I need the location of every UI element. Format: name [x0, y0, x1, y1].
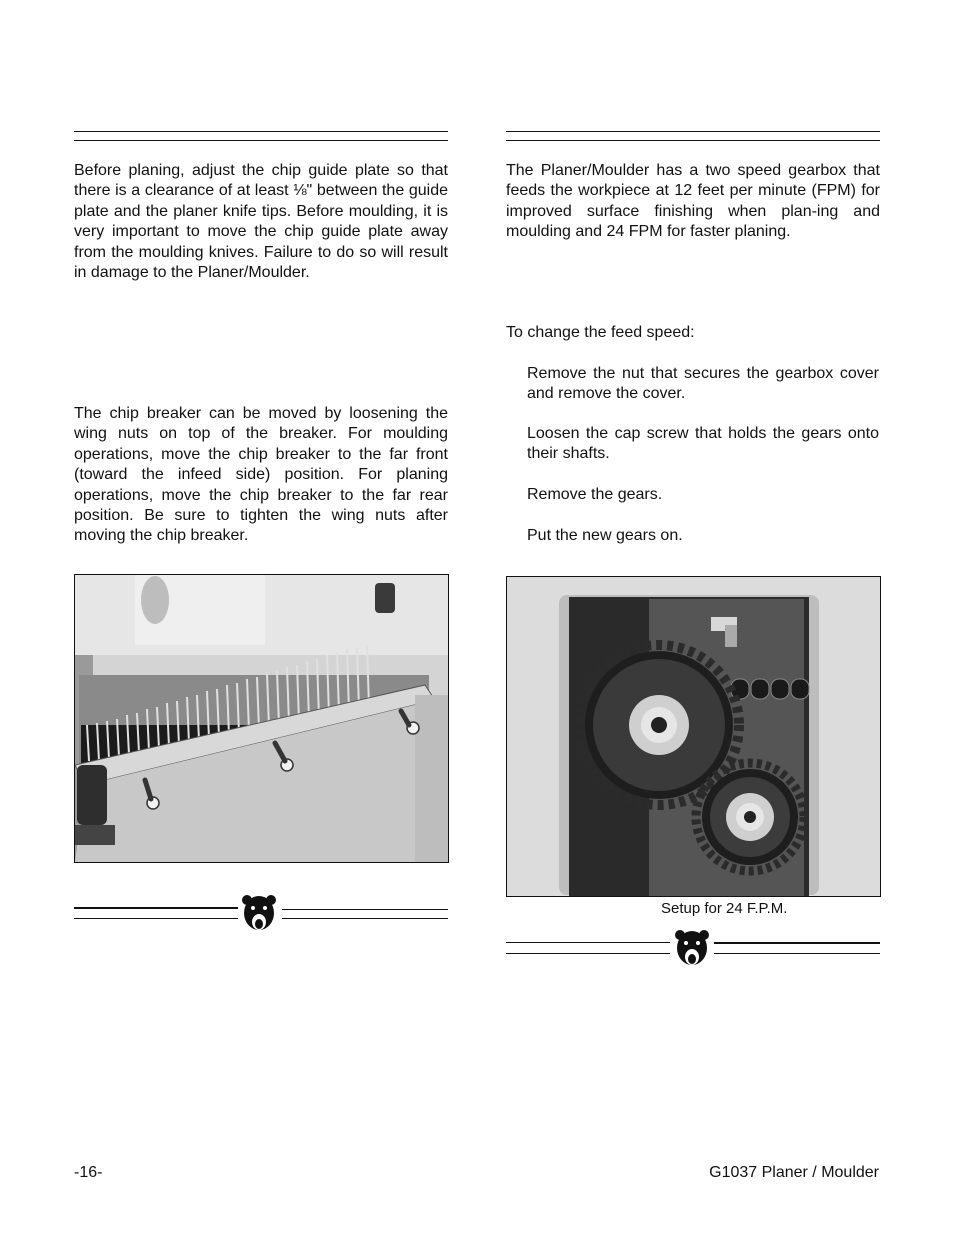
- right-divider-thick-line: [714, 942, 880, 944]
- left-divider-right-line-bottom: [282, 918, 448, 919]
- left-section-rule: [74, 131, 448, 141]
- left-divider-thick-line: [74, 907, 238, 909]
- step-item: Put the new gears on.: [527, 527, 683, 544]
- chip-breaker-paragraph: The chip breaker can be moved by loosening the wing nuts on top of the breaker. For moulding operations, move the chip breaker to the far front (toward the infeed side) position. For planing operations, move the chip breaker to the far rear position. Be sure to tighten the wing nuts after moving the chip breaker.: [74, 405, 448, 545]
- gearbox-illustration: [507, 577, 880, 896]
- gearbox-photo-caption: Setup for 24 F.P.M.: [661, 900, 788, 917]
- manual-title: G1037 Planer / Moulder: [709, 1164, 879, 1181]
- gearbox-paragraph: The Planer/Moulder has a two speed gearbox that feeds the workpiece at 12 feet per minute (FPM) for improved surface finishing when plan-ing and moulding and 24 FPM for faster planing.: [506, 162, 880, 241]
- right-section-rule: [506, 131, 880, 141]
- bear-logo-icon: [241, 893, 277, 933]
- right-divider-left-line-top: [506, 942, 670, 943]
- step-item: Remove the gears.: [527, 486, 663, 503]
- step-item: Loosen the cap screw that holds the gears onto their shafts.: [527, 425, 879, 463]
- left-divider-thin-line: [74, 918, 238, 919]
- chip-breaker-photo: [74, 574, 449, 863]
- page-number: -16-: [74, 1164, 103, 1181]
- change-speed-intro: To change the feed speed:: [506, 324, 695, 341]
- step-item: Remove the nut that secures the gearbox cover and remove the cover.: [527, 365, 879, 403]
- gearbox-photo: [506, 576, 881, 897]
- chip-breaker-illustration: [75, 575, 448, 862]
- chip-guide-paragraph: Before planing, adjust the chip guide plate so that there is a clearance of at least ⅛" between the guide plate and the planer knife tips. Before moulding, it is very important to move the chip guide plate away from the moulding knives. Failure to do so will result in damage to the Planer/Moulder.: [74, 162, 448, 282]
- bear-logo-icon: [674, 928, 710, 968]
- right-divider-left-line-bottom: [506, 953, 670, 954]
- right-divider-thin-line: [714, 953, 880, 954]
- left-divider-right-line-top: [282, 909, 448, 910]
